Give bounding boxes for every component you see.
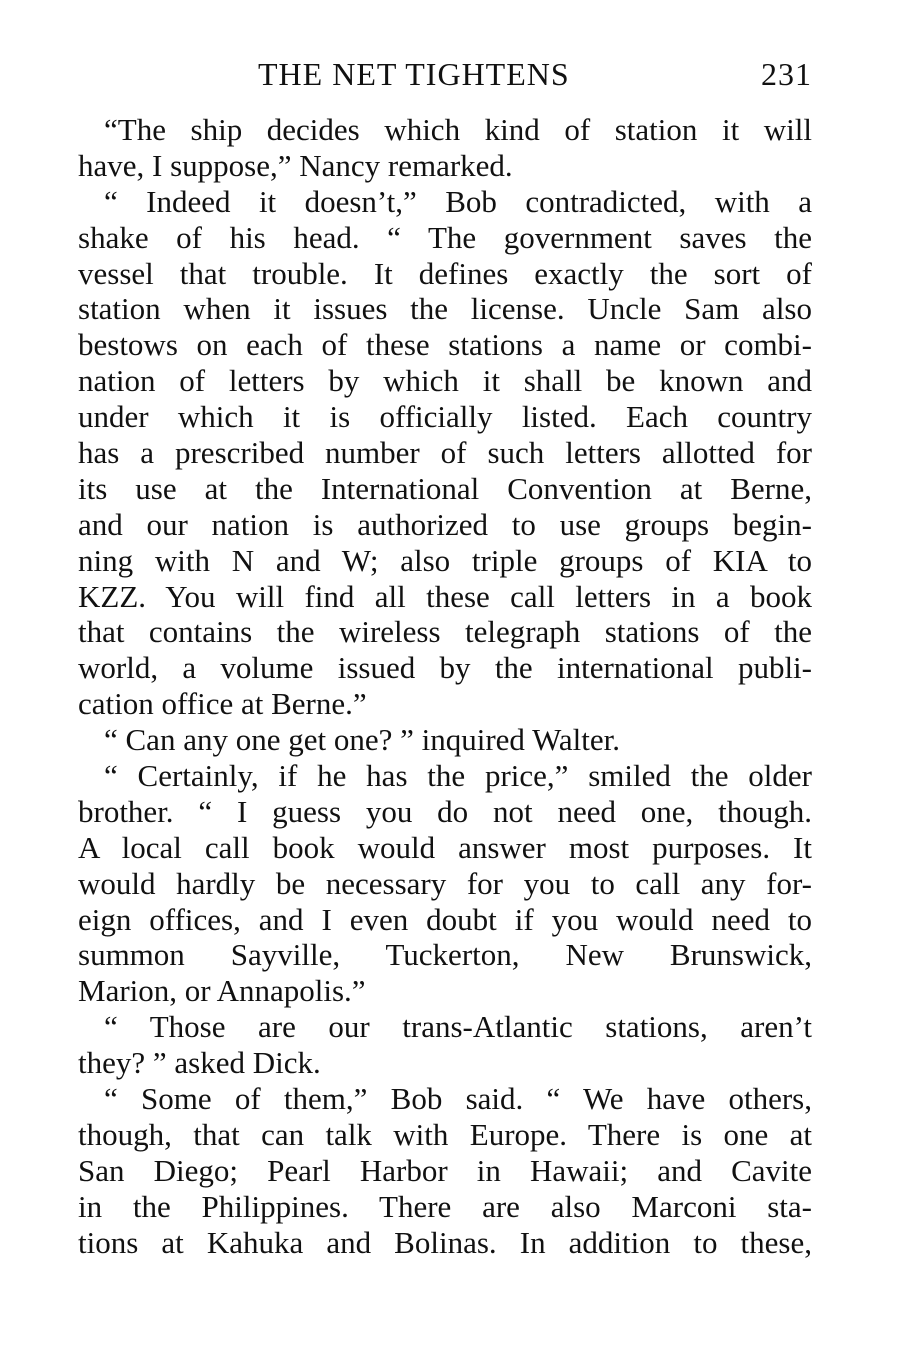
paragraph: [78, 758, 812, 1009]
text-line: eign offices, and I even doubt if you would need to: [78, 901, 812, 937]
text-line: that contains the wireless telegraph stations of the: [78, 614, 812, 650]
text-line: vessel that trouble. It defines exactly the sort of: [78, 255, 812, 291]
text-line: world, a volume issued by the international publi-: [78, 650, 812, 686]
text-line: have, I suppose,” Nancy remarked.: [78, 147, 513, 183]
text-line: “The ship decides which kind of station it will: [104, 112, 812, 147]
text-line: has a prescribed number of such letters allotted for: [78, 435, 812, 471]
text-line: “ Some of them,” Bob said. “ We have others,: [104, 1081, 812, 1117]
paragraph: [78, 1009, 812, 1081]
paragraph: [78, 722, 812, 758]
page-number: 231: [761, 56, 812, 92]
text-line: though, that can talk with Europe. There is one at: [78, 1116, 812, 1152]
text-line: bestows on each of these stations a name or combi-: [78, 327, 812, 363]
text-line: cation office at Berne.”: [78, 686, 367, 722]
text-line: KZZ. You will find all these call letters in a book: [78, 578, 812, 614]
text-line: Marion, or Annapolis.”: [78, 973, 366, 1009]
text-line: A local call book would answer most purposes. It: [78, 829, 812, 865]
paragraph: [78, 1081, 812, 1260]
text-line: summon Sayville, Tuckerton, New Brunswick,: [78, 937, 812, 973]
paragraph: [78, 184, 812, 722]
text-line: under which it is officially listed. Each country: [78, 399, 812, 435]
running-title: THE NET TIGHTENS: [258, 56, 570, 92]
text-line: its use at the International Convention at Berne,: [78, 470, 812, 506]
text-line: nation of letters by which it shall be known and: [78, 363, 812, 399]
text-line: ning with N and W; also triple groups of KIA to: [78, 542, 812, 578]
text-line: “ Those are our trans-Atlantic stations, aren’t: [104, 1009, 812, 1045]
text-line: San Diego; Pearl Harbor in Hawaii; and Cavite: [78, 1152, 812, 1188]
text-line: would hardly be necessary for you to call any for-: [78, 865, 812, 901]
text-line: station when it issues the license. Uncle Sam also: [78, 291, 812, 327]
text-line: “ Indeed it doesn’t,” Bob contradicted, with a: [104, 183, 812, 219]
text-line: they? ” asked Dick.: [78, 1045, 321, 1081]
text-line: tions at Kahuka and Bolinas. In addition to these,: [78, 1224, 812, 1260]
text-line: “ Certainly, if he has the price,” smiled the older: [104, 758, 812, 794]
text-line: and our nation is authorized to use groups begin-: [78, 506, 812, 542]
text-line: brother. “ I guess you do not need one, though.: [78, 793, 812, 829]
running-head: [78, 52, 812, 96]
body-text: [78, 112, 812, 1261]
text-line: shake of his head. “ The government saves the: [78, 219, 812, 255]
paragraph: [78, 112, 812, 184]
text-line: in the Philippines. There are also Marconi sta-: [78, 1188, 812, 1224]
text-line: “ Can any one get one? ” inquired Walter.: [104, 722, 620, 758]
